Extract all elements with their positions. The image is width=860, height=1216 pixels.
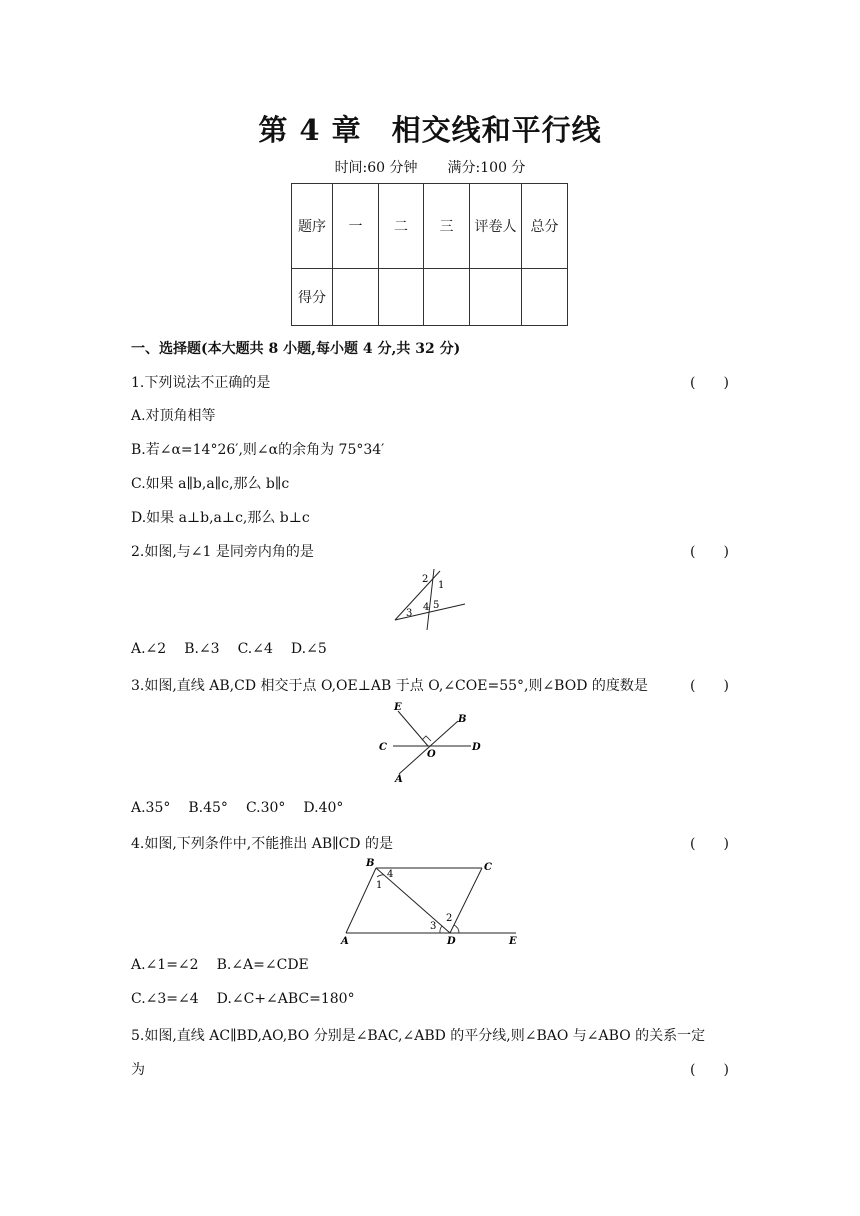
q4-option-c: C.∠3=∠4 bbox=[131, 991, 199, 1007]
q3-option-a: A.35° bbox=[131, 800, 171, 816]
q1-option-d: D.如果 a⊥b,a⊥c,那么 b⊥c bbox=[131, 510, 310, 526]
q2-option-b: B.∠3 bbox=[184, 641, 220, 657]
q2-option-d: D.∠5 bbox=[290, 641, 327, 657]
q5-stem-line2: 为 bbox=[131, 1062, 145, 1078]
label-4: 4 bbox=[423, 602, 430, 613]
score-cell[interactable] bbox=[522, 269, 568, 326]
q4-option-a: A.∠1=∠2 bbox=[131, 957, 199, 973]
line-ab bbox=[399, 721, 458, 774]
q4-figure bbox=[336, 855, 526, 947]
answer-bracket: ( ) bbox=[690, 544, 729, 560]
label-a: A bbox=[341, 936, 349, 947]
q3-option-b: B.45° bbox=[188, 800, 228, 816]
section-heading: 一、选择题(本大题共 8 小题,每小题 4 分,共 32 分) bbox=[131, 341, 461, 357]
label-4: 4 bbox=[387, 869, 394, 880]
angle-arc bbox=[377, 875, 384, 877]
score-cell[interactable] bbox=[379, 269, 424, 326]
label-2: 2 bbox=[446, 913, 453, 924]
q1-option-c: C.如果 a∥b,a∥c,那么 b∥c bbox=[131, 476, 290, 492]
score-cell[interactable] bbox=[424, 269, 470, 326]
q2-stem: 2.如图,与∠1 是同旁内角的是 bbox=[131, 544, 314, 560]
label-b: B bbox=[366, 858, 375, 869]
line-cd bbox=[450, 868, 482, 933]
label-c: C bbox=[484, 862, 492, 873]
score-cell[interactable] bbox=[333, 269, 379, 326]
chapter-title: 第 4 章 相交线和平行线 bbox=[258, 113, 602, 147]
score-row-label: 得分 bbox=[292, 269, 333, 326]
label-e: E bbox=[394, 702, 402, 713]
q3-figure bbox=[375, 700, 490, 788]
q1-option-a: A.对顶角相等 bbox=[131, 408, 216, 424]
q2-option-c: C.∠4 bbox=[237, 641, 273, 657]
label-d: D bbox=[447, 936, 456, 947]
angle-arc bbox=[454, 925, 459, 933]
answer-bracket: ( ) bbox=[690, 836, 729, 852]
q4-options-row1 bbox=[131, 957, 327, 973]
q4-option-d: D.∠C+∠ABC=180° bbox=[216, 991, 355, 1007]
score-table bbox=[291, 183, 568, 326]
q1-option-b: B.若∠α=14°26′,则∠α的余角为 75°34′ bbox=[131, 442, 385, 458]
q4-option-b: B.∠A=∠CDE bbox=[216, 957, 309, 973]
label-e: E bbox=[509, 936, 517, 947]
q2-figure bbox=[390, 566, 470, 632]
score-table-header-row bbox=[292, 184, 568, 269]
answer-bracket: ( ) bbox=[690, 1062, 729, 1078]
answer-bracket: ( ) bbox=[690, 678, 729, 694]
label-3: 3 bbox=[406, 608, 413, 619]
exam-info bbox=[0, 157, 860, 177]
header-cell: 评卷人 bbox=[470, 184, 522, 269]
q3-options bbox=[131, 800, 361, 816]
header-cell: 题序 bbox=[292, 184, 333, 269]
time-info: 时间:60 分钟 bbox=[334, 160, 418, 176]
label-2: 2 bbox=[422, 574, 429, 585]
line-ab bbox=[346, 868, 376, 933]
label-d: D bbox=[472, 742, 481, 753]
score-table-score-row bbox=[292, 269, 568, 326]
label-1: 1 bbox=[438, 580, 445, 591]
header-cell: 三 bbox=[424, 184, 470, 269]
label-1: 1 bbox=[376, 880, 383, 891]
q3-option-d: D.40° bbox=[303, 800, 344, 816]
q3-stem: 3.如图,直线 AB,CD 相交于点 O,OE⊥AB 于点 O,∠COE=55°,则∠BOD 的度数是 bbox=[131, 678, 648, 694]
header-cell: 二 bbox=[379, 184, 424, 269]
angle-arc bbox=[440, 926, 442, 933]
header-cell: 总分 bbox=[522, 184, 568, 269]
q1-stem: 1.下列说法不正确的是 bbox=[131, 375, 271, 391]
score-cell[interactable] bbox=[470, 269, 522, 326]
q4-stem: 4.如图,下列条件中,不能推出 AB∥CD 的是 bbox=[131, 836, 393, 852]
q3-option-c: C.30° bbox=[245, 800, 286, 816]
score-info: 满分:100 分 bbox=[447, 160, 526, 176]
label-b: B bbox=[458, 714, 467, 725]
q2-option-a: A.∠2 bbox=[131, 641, 167, 657]
label-c: C bbox=[379, 742, 387, 753]
label-o: O bbox=[427, 749, 436, 760]
q5-stem-line1: 5.如图,直线 AC∥BD,AO,BO 分别是∠BAC,∠ABD 的平分线,则∠BAO 与∠ABO 的关系一定 bbox=[131, 1028, 706, 1044]
q2-options bbox=[131, 641, 345, 657]
header-cell: 一 bbox=[333, 184, 379, 269]
label-a: A bbox=[395, 774, 403, 785]
q4-options-row2 bbox=[131, 991, 373, 1007]
line-oe bbox=[398, 711, 428, 746]
answer-bracket: ( ) bbox=[690, 375, 729, 391]
label-3: 3 bbox=[430, 921, 437, 932]
label-5: 5 bbox=[433, 600, 440, 611]
